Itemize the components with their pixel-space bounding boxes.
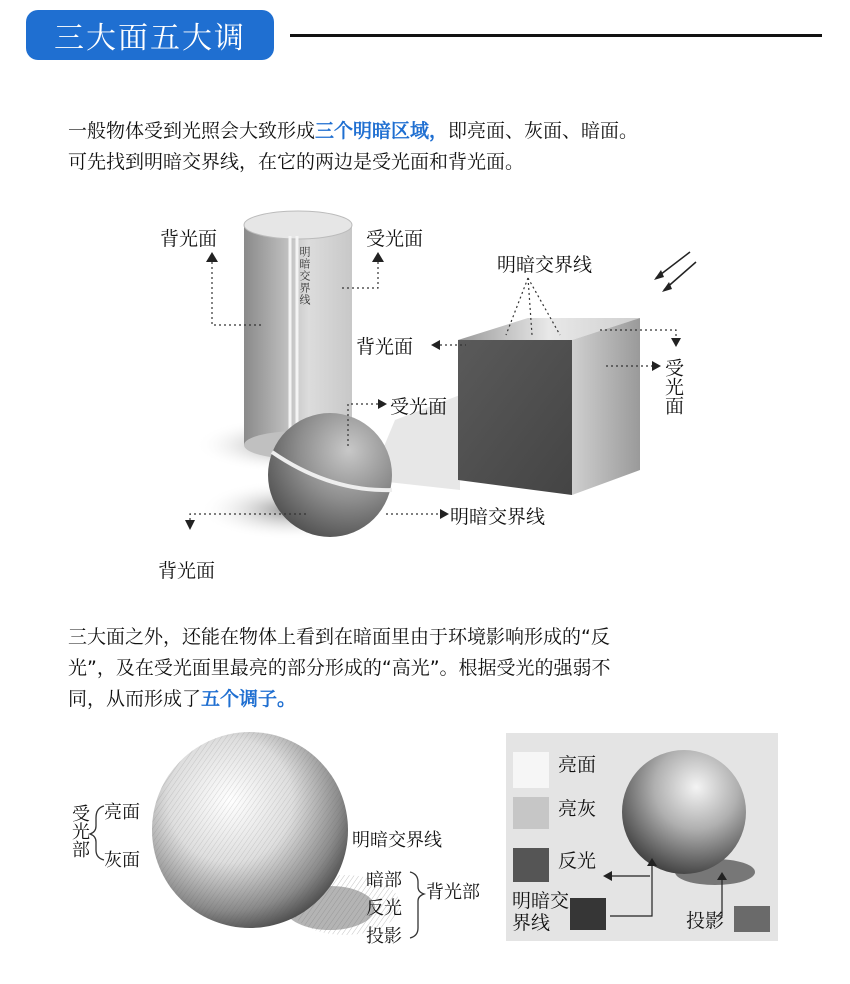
intro-text-1: 一般物体受到光照会大致形成 bbox=[68, 120, 316, 142]
panel-terminator-label: 明暗交界线 bbox=[512, 890, 570, 934]
intro-text-3: 可先找到明暗交界线，在它的两边是受光面和背光面。 bbox=[68, 151, 525, 173]
sphere-back-light-label: 背光面 bbox=[158, 560, 216, 582]
intro-text-2: 即亮面、灰面、暗面。 bbox=[448, 120, 639, 142]
dark-part-label: 暗部 bbox=[366, 870, 402, 891]
panel-light-gray-label: 亮灰 bbox=[558, 798, 597, 820]
five-tones-paragraph bbox=[68, 622, 808, 715]
middle-text-2: 光”，及在受光面里最亮的部分形成的“高光”。根据受光的强弱不 bbox=[68, 657, 611, 679]
cylinder-terminator-label: 明暗交界线 bbox=[298, 246, 311, 306]
middle-highlight: 五个调子。 bbox=[201, 688, 297, 710]
panel-bright-label: 亮面 bbox=[558, 754, 597, 776]
cube-lit-surface-label: 受光面 bbox=[662, 358, 684, 415]
section-title: 三大面五大调 bbox=[26, 10, 274, 60]
intro-highlight: 三个明暗区域， bbox=[315, 120, 449, 142]
cube-terminator-label: 明暗交界线 bbox=[497, 254, 593, 276]
reflected-light-label: 反光 bbox=[366, 898, 402, 919]
lit-part-label: 受光部 bbox=[69, 804, 90, 858]
middle-text-1: 三大面之外，还能在物体上看到在暗面里由于环境影响形成的“反 bbox=[68, 626, 610, 648]
cast-shadow-label: 投影 bbox=[366, 926, 402, 947]
cylinder-lit-surface-label: 受光面 bbox=[366, 228, 424, 250]
back-light-part-label: 背光部 bbox=[426, 882, 480, 903]
sphere-lit-surface-label: 受光面 bbox=[390, 396, 448, 418]
cylinder-back-light-label: 背光面 bbox=[160, 228, 218, 250]
cube-back-light-label: 背光面 bbox=[356, 336, 414, 358]
pencil-terminator-label: 明暗交界线 bbox=[352, 830, 442, 851]
gray-surface-label: 灰面 bbox=[104, 850, 140, 871]
panel-reflected-light-label: 反光 bbox=[558, 850, 597, 872]
panel-cast-shadow-label: 投影 bbox=[686, 910, 725, 932]
sphere-terminator-label: 明暗交界线 bbox=[450, 506, 546, 528]
bright-surface-label: 亮面 bbox=[104, 802, 140, 823]
middle-text-3: 同，从而形成了 bbox=[68, 688, 202, 710]
